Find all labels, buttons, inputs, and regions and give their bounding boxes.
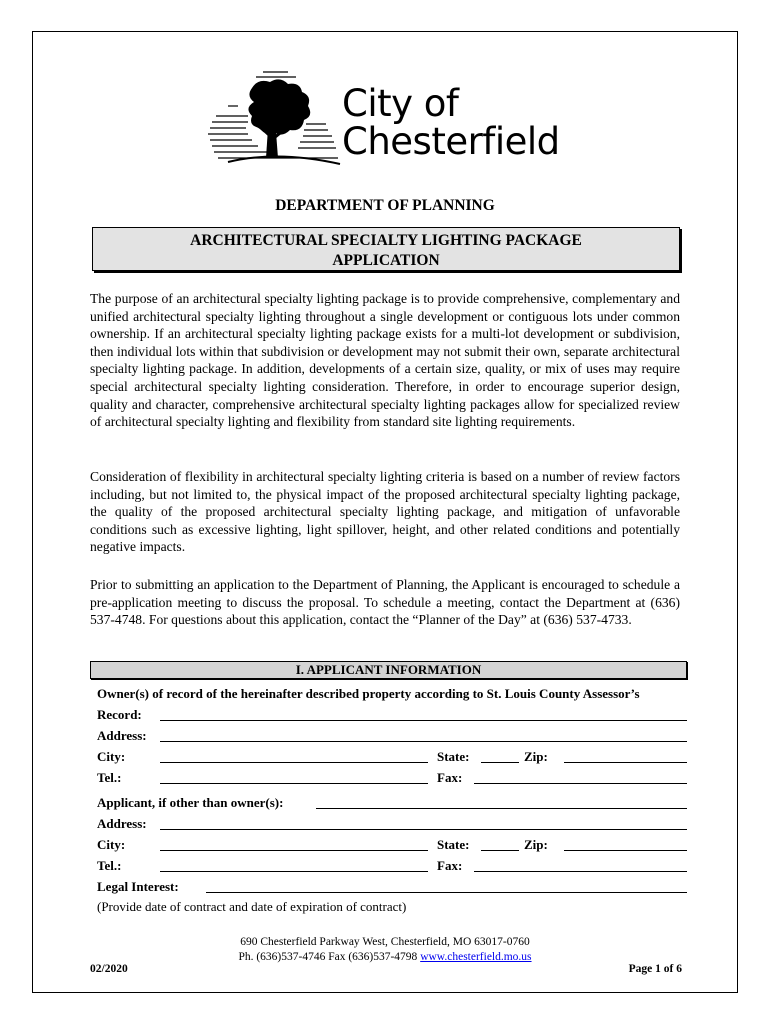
applicant-name-field[interactable] [316,808,687,809]
footer-address: 690 Chesterfield Parkway West, Chesterfield, MO 63017-0760 [240,936,530,948]
owner-state-field[interactable] [481,762,519,763]
legal-interest-note: (Provide date of contract and date of expiration of contract) [97,899,407,914]
applicant-address-label: Address: [97,816,147,831]
logo-text-chesterfield: Chesterfield [342,120,560,163]
department-heading: DEPARTMENT OF PLANNING [275,197,495,214]
record-label: Record: [97,707,142,722]
footer-contact [0,935,770,965]
owner-zip-label: Zip: [524,749,548,764]
owner-tel-field[interactable] [160,783,428,784]
applicant-zip-label: Zip: [524,837,548,852]
owner-fax-field[interactable] [474,783,687,784]
paragraph-purpose: The purpose of an architectural specialty lighting package is to provide comprehensive, complementary and unified architectural specialty lighting throughout a single development or contiguous lots under common ownership. If an architectural specialty lighting package exists for a multi-lot development or subdivision, then individual lots within that subdivision or development may not submit their own, separate architectural specialty lighting package. In addition, developments of a certain size, quality, or mix of uses may require special architectural specialty lighting consideration. Therefore, in order to encourage superior design, quality and character, comprehensive architectural specialty lighting packages allow for specialized review of architectural specialty lighting and flexibility from standard site lighting requirements. [90,291,680,430]
applicant-city-label: City: [97,837,126,852]
logo-text-city-of: City of [342,82,459,125]
applicant-address-field[interactable] [160,829,687,830]
footer-page-number: Page 1 of 6 [628,963,682,975]
owner-city-field[interactable] [160,762,428,763]
applicant-tel-label: Tel.: [97,858,122,873]
footer-date: 02/2020 [90,963,128,975]
footer-phone: Ph. (636)537-4746 Fax (636)537-4798 [238,951,418,963]
legal-interest-field[interactable] [206,892,687,893]
document-title [92,227,680,271]
owner-state-label: State: [437,749,470,764]
tree-logo-icon [208,66,348,176]
owner-address-label: Address: [97,728,147,743]
applicant-state-label: State: [437,837,470,852]
owner-city-label: City: [97,749,126,764]
paragraph-prior-submitting: Prior to submitting an application to the Department of Planning, the Applicant is encouraged to schedule a pre-application meeting to discuss the proposal. To schedule a meeting, contact the Department at (636) 537-4748. For questions about this application, contact the “Planner of the Day” at (636) 537-4733. [90,577,680,628]
section-heading-applicant-info: I. APPLICANT INFORMATION [90,661,687,679]
title-line-1: ARCHITECTURAL SPECIALTY LIGHTING PACKAGE [190,232,582,249]
applicant-tel-field[interactable] [160,871,428,872]
owner-zip-field[interactable] [564,762,687,763]
owner-tel-label: Tel.: [97,770,122,785]
owner-record-field[interactable] [160,720,687,721]
applicant-label: Applicant, if other than owner(s): [97,795,284,810]
title-line-2: APPLICATION [332,252,440,269]
owner-fax-label: Fax: [437,770,463,785]
owner-address-field[interactable] [160,741,687,742]
city-logo [208,66,578,176]
applicant-city-field[interactable] [160,850,428,851]
applicant-zip-field[interactable] [564,850,687,851]
paragraph-consideration: Consideration of flexibility in architectural specialty lighting criteria is based on a number of review factors including, but not limited to, the physical impact of the proposed architectural specialty lighting package, the quality of the proposed architectural specialty lighting package, and mitigation of unfavorable conditions such as excessive lighting, light spillover, height, and other related conditions and potentially negative impacts. [90,469,680,555]
owner-intro-label: Owner(s) of record of the hereinafter described property according to St. Louis County Assessor’s [97,686,640,701]
applicant-fax-label: Fax: [437,858,463,873]
applicant-fax-field[interactable] [474,871,687,872]
legal-interest-label: Legal Interest: [97,879,179,894]
footer-website-link[interactable]: www.chesterfield.mo.us [420,951,532,963]
applicant-state-field[interactable] [481,850,519,851]
